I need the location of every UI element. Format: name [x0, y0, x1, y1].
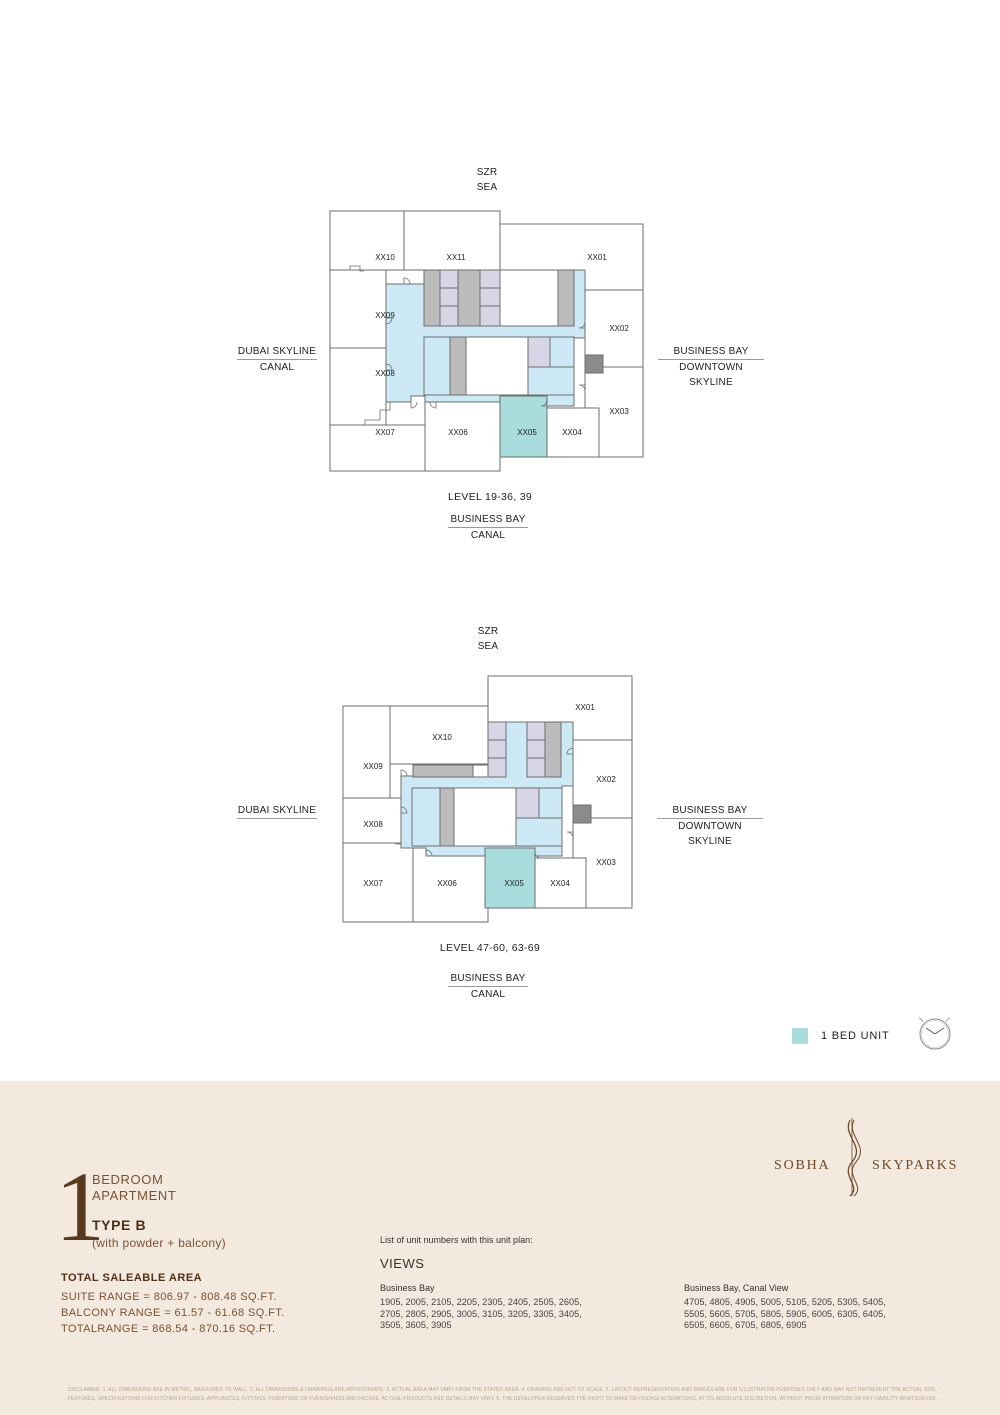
unit-xx05-highlight	[485, 848, 535, 908]
label-xx08: XX08	[363, 820, 383, 829]
unit-xx08	[330, 348, 386, 425]
plan-bottom-south-label: BUSINESS BAY CANAL	[448, 971, 528, 1002]
label-xx05: XX05	[517, 428, 537, 437]
label-xx08: XX08	[375, 369, 395, 378]
floor-plan-bottom	[335, 668, 645, 933]
label-xx04: XX04	[550, 879, 570, 888]
sobha-skyparks-logo	[770, 1116, 962, 1198]
legend-label: 1 BED UNIT	[821, 1030, 890, 1042]
label-xx05: XX05	[504, 879, 524, 888]
plan-top-level: LEVEL 19-36, 39	[447, 491, 533, 503]
label-xx09: XX09	[375, 311, 395, 320]
view-col1-title: Business Bay	[380, 1283, 435, 1293]
unit-xx09	[330, 270, 386, 348]
balcony-range: BALCONY RANGE = 61.57 - 61.68 SQ.FT.	[61, 1307, 285, 1319]
plan-top-west-label: DUBAI SKYLINE CANAL	[237, 346, 317, 373]
unit-xx05-highlight	[500, 396, 547, 457]
label-xx03: XX03	[596, 858, 616, 867]
disclaimer: DISCLAIMER: 1. ALL DIMENSIONS ARE IN METRIC, MEASURED TO WALL. 2. ALL DIMENSIONS & DRAWINGS ARE APPROXIMATE. 3. ACTUAL AREA MAY VARY FROM THE STATED AREA. 4. DRAWING ARE NOT TO SCALE. 5. LAYOUT REPRESENTATION AND IMAGES ARE FOR ILLUSTRATIVE PURPOSES ONLY AND MAY NOT REPRESENT THE ACTUAL SIZE, FEATURES, SPECIFICATIONS FOR KITCHEN FIXTURES, APPLIANCES, FITTINGS, FURNITURE OR FURNISHINGS AND FACADE. ACTUAL PRODUCTS AND DETAILS MAY VARY. 6. THE DEVELOPER RESERVES THE RIGHT TO MAKE REVISIONS/ ALTERATIONS, AT ITS ABSOLUTE DISCRETION, WITHOUT PRIOR INTIMATION OR ANY LIABILITY WHATSOEVER.	[67, 1387, 938, 1402]
svg-text:SOBHA: SOBHA	[774, 1158, 831, 1173]
plan-bottom-north-label: SZR SEA	[477, 626, 499, 652]
label-xx07: XX07	[375, 428, 395, 437]
total-range: TOTALRANGE = 868.54 - 870.16 SQ.FT.	[61, 1323, 276, 1335]
plan-bottom-west-label: DUBAI SKYLINE	[237, 803, 317, 819]
plan-bottom-east-label: BUSINESS BAY DOWNTOWN SKYLINE	[657, 803, 763, 849]
label-xx02: XX02	[609, 324, 629, 333]
unit-subtitle: (with powder + balcony)	[92, 1236, 226, 1250]
plan-top-north-label: SZR SEA	[476, 167, 498, 193]
floor-plan-top	[320, 200, 660, 485]
plan-bottom-level: LEVEL 47-60, 63-69	[439, 942, 541, 954]
view-col1-units: 1905, 2005, 2105, 2205, 2305, 2405, 2505, 2605, 2705, 2805, 2905, 3005, 3105, 3205, 3305, 3405, 3505, 3605, 3905	[380, 1297, 582, 1330]
label-xx01: XX01	[575, 703, 595, 712]
label-xx11: XX11	[446, 253, 466, 262]
label-xx10: XX10	[375, 253, 395, 262]
plan-top-south-label: BUSINESS BAY CANAL	[448, 512, 528, 543]
label-xx02: XX02	[596, 775, 616, 784]
label-xx07: XX07	[363, 879, 383, 888]
label-xx01: XX01	[587, 253, 607, 262]
view-col2-units: 4705, 4805, 4905, 5005, 5105, 5205, 5305, 5405, 5505, 5605, 5705, 5805, 5905, 6005, 6305, 6405, 6505, 6605, 6705, 6805, 6905	[684, 1297, 886, 1330]
plan-top-east-label: BUSINESS BAY DOWNTOWN SKYLINE	[658, 344, 764, 390]
view-col2-title: Business Bay, Canal View	[684, 1283, 789, 1293]
compass-icon	[914, 1014, 956, 1052]
unit-type: TYPE B	[92, 1217, 147, 1233]
svg-text:SKYPARKS: SKYPARKS	[872, 1158, 959, 1173]
label-xx04: XX04	[562, 428, 582, 437]
legend-swatch	[792, 1028, 808, 1044]
legend	[792, 1028, 890, 1044]
unit-xx09	[343, 706, 390, 798]
views-heading: VIEWS	[380, 1256, 425, 1271]
label-xx06: XX06	[448, 428, 468, 437]
unit-list-title: List of unit numbers with this unit plan:	[380, 1235, 533, 1245]
label-xx06: XX06	[437, 879, 457, 888]
label-xx09: XX09	[363, 762, 383, 771]
bedroom-label: BEDROOM APARTMENT	[92, 1172, 177, 1203]
bedroom-count: 1	[55, 1151, 105, 1262]
suite-range: SUITE RANGE = 806.97 - 808.48 SQ.FT.	[61, 1291, 277, 1303]
label-xx10: XX10	[432, 733, 452, 742]
label-xx03: XX03	[609, 407, 629, 416]
area-title: TOTAL SALEABLE AREA	[61, 1272, 203, 1284]
